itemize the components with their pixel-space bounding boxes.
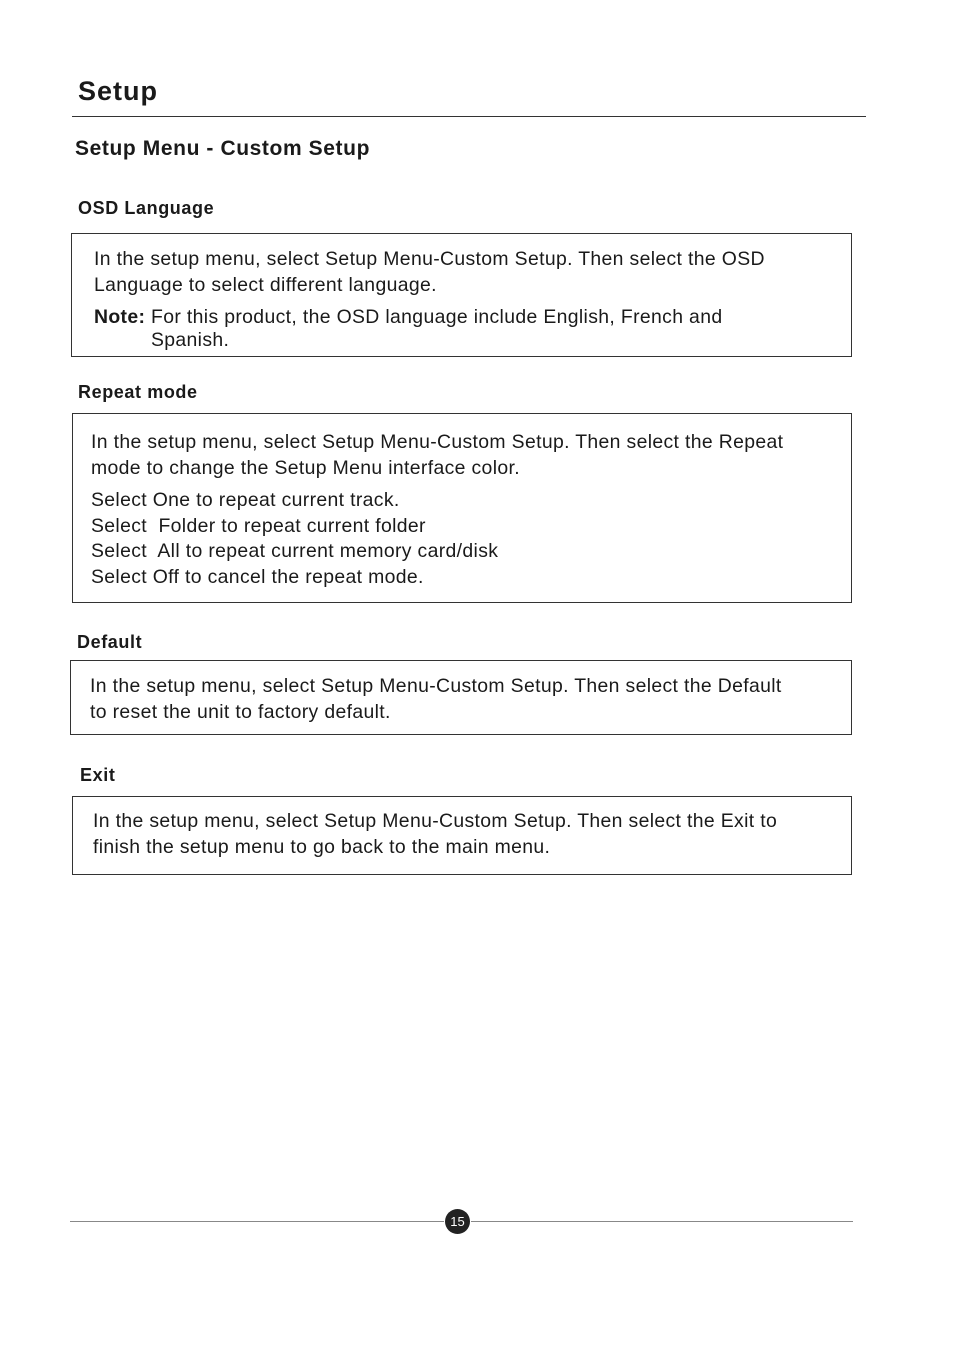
osd-language-box	[71, 233, 852, 357]
repeat-mode-options	[91, 488, 498, 590]
osd-language-heading: OSD Language	[78, 198, 215, 218]
repeat-mode-heading: Repeat mode	[78, 382, 198, 402]
default-heading: Default	[77, 632, 143, 652]
osd-language-body: In the setup menu, select Setup Menu-Custom Setup. Then select the OSD Language to select different language.	[94, 248, 765, 296]
default-box	[70, 660, 852, 735]
footer-rule-right	[471, 1221, 853, 1222]
exit-box	[72, 796, 852, 875]
default-body: In the setup menu, select Setup Menu-Custom Setup. Then select the Default to reset the unit to factory default.	[90, 675, 782, 723]
title-divider	[72, 116, 866, 117]
exit-body: In the setup menu, select Setup Menu-Custom Setup. Then select the Exit to finish the setup menu to go back to the main menu.	[93, 810, 778, 858]
repeat-option-one: Select One to repeat current track.	[91, 489, 400, 511]
note-text: For this product, the OSD language include English, French and	[151, 306, 723, 328]
repeat-option-all: Select All to repeat current memory card/disk	[91, 540, 499, 562]
exit-heading: Exit	[80, 765, 116, 785]
page-number-badge: 15	[445, 1209, 470, 1234]
osd-language-note	[94, 306, 722, 329]
footer-rule-left	[70, 1221, 444, 1222]
repeat-option-folder: Select Folder to repeat current folder	[91, 514, 426, 537]
note-label: Note:	[94, 306, 146, 328]
repeat-option-off: Select Off to cancel the repeat mode.	[91, 565, 424, 588]
osd-language-note-continued: Spanish.	[151, 329, 230, 351]
repeat-mode-body: In the setup menu, select Setup Menu-Custom Setup. Then select the Repeat mode to change the Setup Menu interface color.	[91, 431, 784, 479]
section-title: Setup Menu - Custom Setup	[75, 137, 370, 160]
page-title: Setup	[78, 76, 159, 106]
repeat-mode-box	[72, 413, 852, 603]
